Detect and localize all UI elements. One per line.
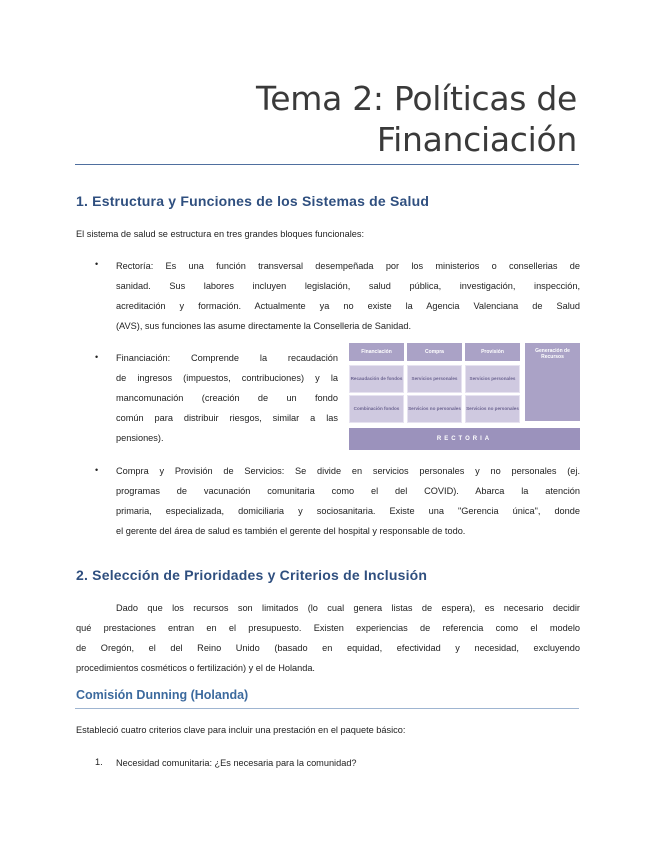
list-number: 1. xyxy=(95,757,103,767)
diagram-cell: Combinación fondos xyxy=(349,395,404,423)
bullet-line: sanidad. Sus labores incluyen legislación, salud pública, investigación, inspección, xyxy=(116,281,580,291)
bullet-line: Compra y Provisión de Servicios: Se divide en servicios personales y no personales (ej. xyxy=(116,466,580,476)
bullet-marker: • xyxy=(95,465,99,475)
bullet-line: mancomunación (creación de un fondo xyxy=(116,393,338,403)
diagram-cell: Servicios no personales xyxy=(407,395,462,423)
bullet-line: el gerente del área de salud es también el gerente del hospital y responsable de todo. xyxy=(116,526,466,536)
bullet-line: pensiones). xyxy=(116,433,164,443)
diagram-cell: Recaudación de fondos xyxy=(349,365,404,393)
paragraph-line: procedimientos cosméticos o fertilización) y el de Holanda. xyxy=(76,663,315,673)
diagram-recursos: Generación de Recursos xyxy=(525,343,580,421)
section-1-intro: El sistema de salud se estructura en tres grandes bloques funcionales: xyxy=(76,229,365,239)
section-1-heading: 1. Estructura y Funciones de los Sistemas de Salud xyxy=(76,193,430,209)
bullet-line: primaria, especializada, domiciliaria y sociosanitaria. Existe una "Gerencia única", donde xyxy=(116,506,580,516)
bullet-marker: • xyxy=(95,352,99,362)
paragraph-line: de Oregón, el del Reino Unido (basado en equidad, efectividad y necesidad, excluyendo xyxy=(76,643,580,653)
bullet-line: de ingresos (impuestos, contribuciones) y la xyxy=(116,373,338,383)
paragraph-line: Dado que los recursos son limitados (lo cual genera listas de espera), es necesario decidir xyxy=(116,603,580,613)
subsection-divider xyxy=(75,708,579,709)
bullet-line: programas de vacunación comunitaria como el del COVID). Abarca la atención xyxy=(116,486,580,496)
bullet-marker: • xyxy=(95,259,99,269)
bullet-line: (AVS), sus funciones las asume directamente la Conselleria de Sanidad. xyxy=(116,321,412,331)
title-divider xyxy=(75,164,579,165)
section-2-heading: 2. Selección de Prioridades y Criterios de Inclusión xyxy=(76,567,428,583)
bullet-line: Rectoría: Es una función transversal desempeñada por los ministerios o consellerias de xyxy=(116,261,580,271)
bullet-line: Financiación: Comprende la recaudación xyxy=(116,353,338,363)
list-item: Necesidad comunitaria: ¿Es necesaria para la comunidad? xyxy=(116,758,357,768)
bullet-line: acreditación y formación. Actualmente ya no existe la Agencia Valenciana de Salud xyxy=(116,301,580,311)
diagram-cell: Servicios personales xyxy=(465,365,520,393)
document-title xyxy=(256,78,577,160)
diagram-header-financiacion: Financiación xyxy=(349,343,404,361)
subsection-heading: Comisión Dunning (Holanda) xyxy=(76,688,249,702)
title-line-1: Tema 2: Políticas de xyxy=(256,79,577,118)
bullet-line: común para distribuir riesgos, similar a las xyxy=(116,413,338,423)
health-system-diagram xyxy=(349,343,580,450)
diagram-cell: Servicios personales xyxy=(407,365,462,393)
diagram-rectoria-base: RECTORIA xyxy=(349,428,580,450)
diagram-header-compra: Compra xyxy=(407,343,462,361)
paragraph-line: qué prestaciones entran en el presupuesto. Existen experiencias de referencia como el modelo xyxy=(76,623,580,633)
subsection-intro: Estableció cuatro criterios clave para incluir una prestación en el paquete básico: xyxy=(76,725,406,735)
title-line-2: Financiación xyxy=(376,120,577,159)
diagram-cell: Servicios no personales xyxy=(465,395,520,423)
diagram-header-provision: Provisión xyxy=(465,343,520,361)
